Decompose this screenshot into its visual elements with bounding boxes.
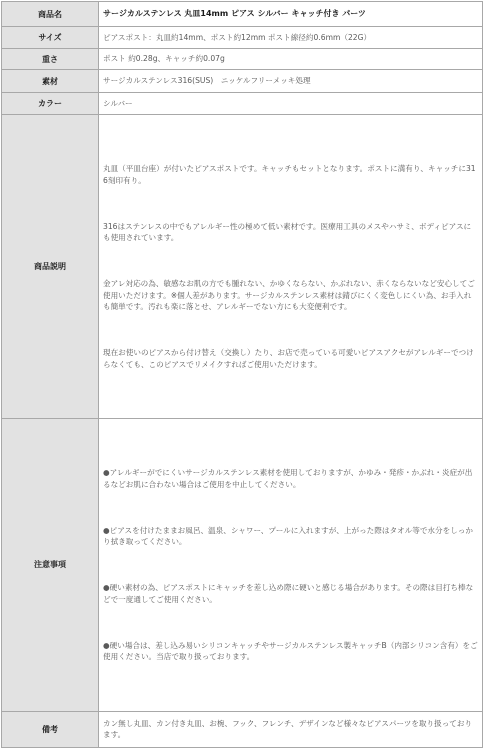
- notes-paragraph: ●ピアスを付けたままお風呂、温泉、シャワー、プールに入れますが、上がった際はタオル等で水分をしっかり拭き取ってください。: [103, 525, 473, 546]
- row-color: [2, 93, 483, 115]
- description-paragraph: 316はステンレスの中でもアレルギー性の極めて低い素材です。医療用工具のメスやハサミ、ボディピアスにも使用されています。: [103, 221, 472, 242]
- row-size: [2, 27, 483, 49]
- row-notes: [2, 419, 483, 712]
- label-weight: 重さ: [2, 49, 99, 70]
- label-material: 素材: [2, 70, 99, 93]
- description-paragraph: 金アレ対応の為、敏感なお肌の方でも腫れない、かゆくならない、かぶれない、赤くならないなど安心してご使用いただけます。※個人差があります。サージカルステンレス素材は錆びにくく変色しにくい為、お手入れも簡単です。汚れも楽に落とせ、アレルギーでない方にも大変便利です。: [103, 279, 475, 311]
- description-paragraph: 丸皿（平皿台座）が付いたピアスポストです。キャッチもセットとなります。ポストに満有り、キャッチに316刻印有り。: [103, 164, 476, 185]
- label-size: サイズ: [2, 27, 99, 49]
- value-description: [99, 115, 483, 419]
- row-weight: [2, 49, 483, 70]
- notes-paragraph: ●アレルギーがでにくいサージカルステンレス素材を使用しておりますが、かゆみ・発疹・かぶれ・炎症が出るなどお肌に合わない場合はご使用を中止してください。: [103, 468, 473, 489]
- value-color: シルバー: [99, 93, 483, 115]
- row-product-name: [2, 2, 483, 27]
- label-remarks: 備考: [2, 711, 99, 747]
- label-description: 商品説明: [2, 115, 99, 419]
- product-spec-table: [1, 1, 483, 748]
- value-notes: [99, 419, 483, 712]
- row-description: [2, 115, 483, 419]
- label-notes: 注意事項: [2, 419, 99, 712]
- row-material: [2, 70, 483, 93]
- product-spec-sheet: [1, 1, 483, 739]
- row-remarks: [2, 711, 483, 747]
- notes-paragraph: ●硬い場合は、差し込み易いシリコンキャッチやサージカルステンレス製キャッチB（内部シリコン含有）をご使用ください。当店で取り扱っております。: [103, 640, 478, 661]
- notes-paragraph: ●硬い素材の為、ピアスポストにキャッチを差し込め際に硬いと感じる場合があります。その際は目打ち棒などで一度通してご使用ください。: [103, 583, 474, 604]
- value-size: ピアスポスト：丸皿約14mm、ポスト約12mm ポスト線径約0.6mm（22G）: [99, 27, 483, 49]
- value-remarks: カン無し丸皿、カン付き丸皿、お椀、フック、フレンチ、デザインなど様々なピアスパーツを取り扱っております。: [99, 711, 483, 747]
- value-material: サージカルステンレス316(SUS) ニッケルフリーメッキ処理: [99, 70, 483, 93]
- label-product-name: 商品名: [2, 2, 99, 27]
- value-product-name: サージカルステンレス 丸皿14mm ピアス シルバー キャッチ付き パーツ: [99, 2, 483, 27]
- label-color: カラー: [2, 93, 99, 115]
- value-weight: ポスト 約0.28g、キャッチ約0.07g: [99, 49, 483, 70]
- description-paragraph: 現在お使いのピアスから付け替え（交換し）たり、お店で売っている可愛いピアスアクセがアレルギーでつけらなくても、このピアスでリメイクすればご使用いただけます。: [103, 348, 474, 369]
